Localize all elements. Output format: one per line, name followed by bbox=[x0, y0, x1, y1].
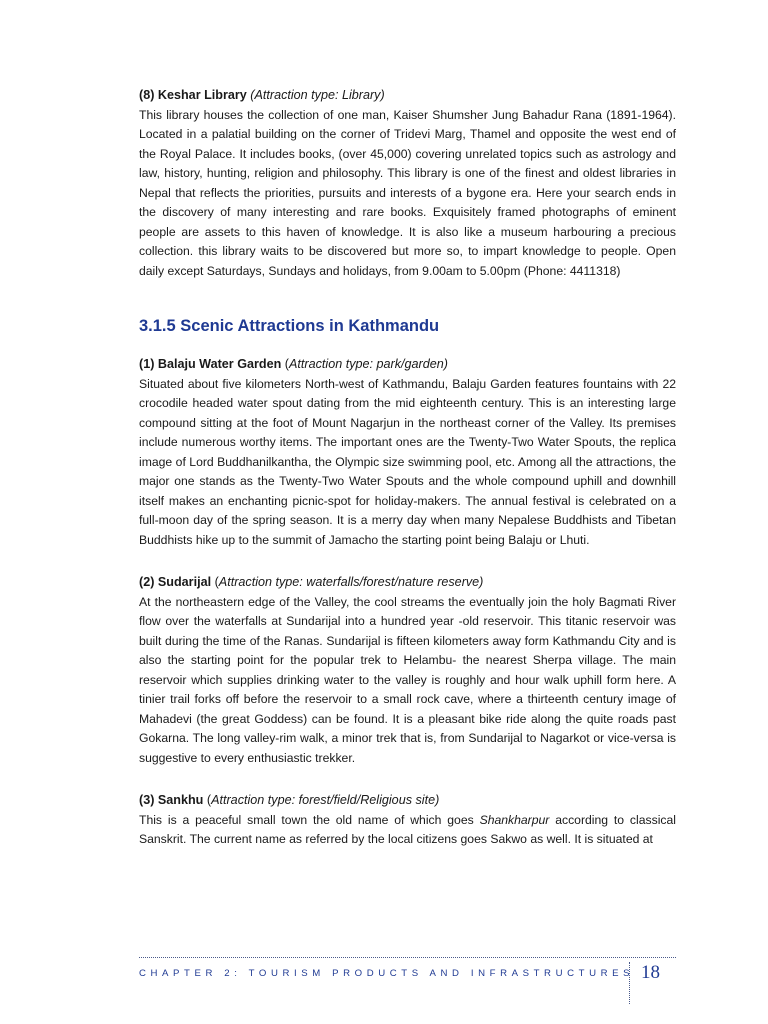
sankhu-body bbox=[139, 811, 676, 850]
sudarijal-heading bbox=[139, 573, 676, 593]
balaju-heading bbox=[139, 355, 676, 375]
keshar-heading bbox=[139, 86, 676, 106]
sudarijal-paren: ( bbox=[211, 575, 219, 589]
balaju-title: (1) Balaju Water Garden bbox=[139, 357, 282, 371]
page-content bbox=[139, 86, 676, 850]
footer-rule bbox=[139, 957, 676, 958]
section-title: 3.1.5 Scenic Attractions in Kathmandu bbox=[139, 317, 440, 335]
footer-separator bbox=[629, 962, 630, 1004]
keshar-body: This library houses the collection of one man, Kaiser Shumsher Jung Bahadur Rana (1891-1964). Located in a palatial building on the corner of Tridevi Marg, Thamel and opposite the west end of the Royal Palace. It includes books, (over 45,000) covering unrelated topics such as astrology and law, history, hunting, religion and philosophy. This library is one of the finest and oldest libraries in Nepal that reflects the priorities, pursuits and interests of a bygone era. Here your search ends in the discovery of many interesting and rare books. Exquisitely framed photographs of eminent people are assets to this haven of knowledge. It is also like a museum harbouring a precious collection. this library waits to be discovered but more so, to impart knowledge to people. Open daily except Saturdays, Sundays and holidays, from 9.00am to 5.00pm (Phone: 4411318) bbox=[139, 107, 676, 278]
footer-chapter: CHAPTER 2: TOURISM PRODUCTS AND INFRASTRUCTURES bbox=[139, 968, 635, 979]
sankhu-body-b: according to classical Sanskrit. The current name as referred by the local citizens goes Sakwo as well. It is situated at bbox=[139, 812, 676, 846]
sudarijal-body: At the northeastern edge of the Valley, the cool streams the eventually join the holy Bagmati River flow over the waterfalls at Sundarijal into a hundred year -old reservoir. This titanic reservoir was built during the time of the Ranas. Sundarijal is fifteen kilometers away form Kathmandu City and is also the starting point for the popular trek to Helambu- the nearest Sherpa village. The main reservoir which supplies drinking water to the valley is roughly and hour walk uphill form here. A tinier trail forks off before the reservoir to a small rock cave, where a thirteenth century image of Mahadevi (the great Goddess) can be found. It is a pleasant bike ride along the quite roads past Gokarna. The long valley-rim walk, a minor trek that is, from Sundarijal to Nagarkot or vice-versa is suggestive to every enthusiastic trekker. bbox=[139, 594, 676, 765]
sankhu-body-italic: Shankharpur bbox=[479, 812, 550, 827]
balaju-body: Situated about five kilometers North-west of Kathmandu, Balaju Garden features fountains with 22 crocodile headed water spout dating from the mid eighteenth century. This is an interesting large compound sitting at the foot of Mount Nagarjun in the northeast corner of the Valley. Its premises include numerous worthy items. The important ones are the Twenty-Two Water Spouts, the replica image of Lord Buddhanilkantha, the Olympic size swimming pool, etc. Among all the attractions, the major one stands as the Twenty-Two Water Spouts and the whole compound uphill and downhill itself makes an enchanting picnic-spot for holiday-makers. The annual festival is celebrated on a full-moon day of the spring season. It is a merry day when many Nepalese Buddhists and Tibetan Buddhists hike up to the summit of Jamacho the starting point being Balaju or Lhuti. bbox=[139, 376, 676, 547]
sankhu-body-a: This is a peaceful small town the old name of which goes bbox=[139, 812, 480, 827]
sankhu-title: (3) Sankhu bbox=[139, 793, 204, 807]
sankhu-paren: ( bbox=[203, 793, 212, 807]
sudarijal-type: Attraction type: waterfalls/forest/nature reserve) bbox=[218, 575, 484, 589]
keshar-title: (8) Keshar Library bbox=[139, 88, 247, 102]
page-number: 18 bbox=[641, 962, 660, 983]
sankhu-type: Attraction type: forest/field/Religious site) bbox=[211, 793, 440, 807]
balaju-type: Attraction type: park/garden) bbox=[289, 357, 448, 371]
sankhu-heading bbox=[139, 791, 676, 811]
sudarijal-title: (2) Sudarijal bbox=[139, 575, 212, 589]
keshar-type: (Attraction type: Library) bbox=[250, 88, 385, 102]
balaju-paren: ( bbox=[281, 357, 289, 371]
